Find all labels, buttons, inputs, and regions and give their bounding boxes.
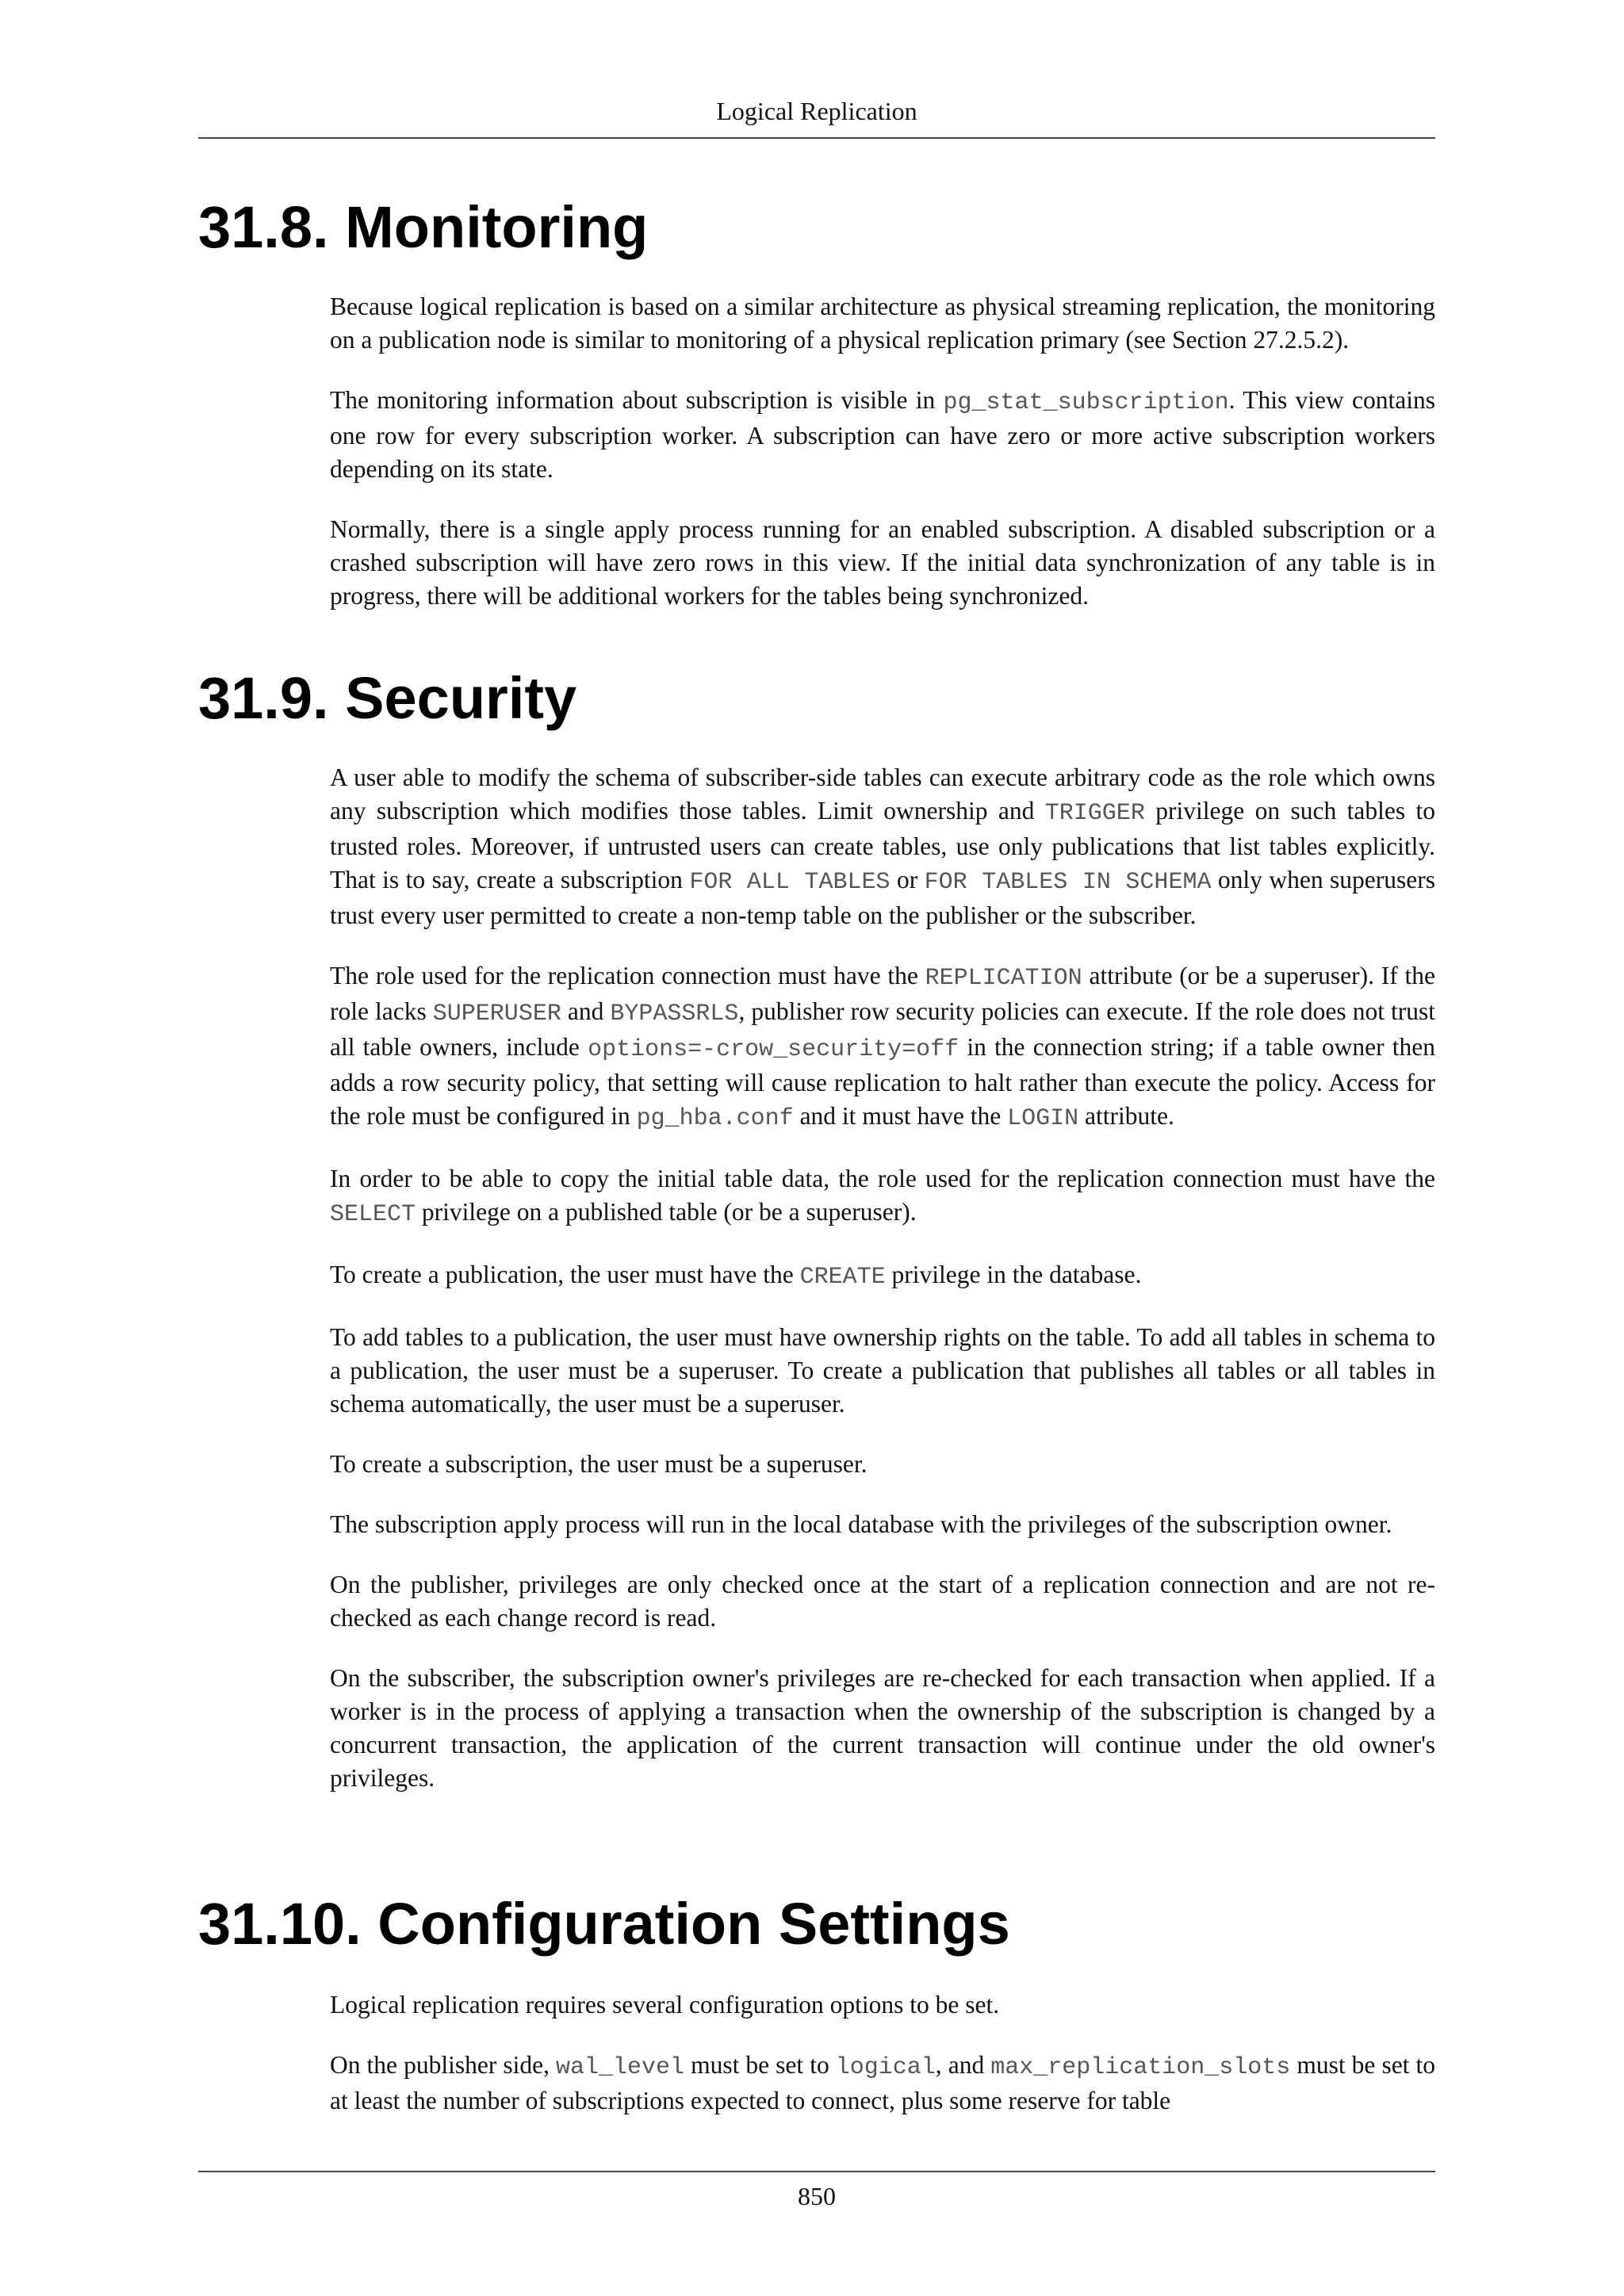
code-literal: options=-crow_security=off: [588, 1036, 959, 1063]
section-heading-monitoring: 31.8. Monitoring: [198, 194, 649, 260]
running-header: Logical Replication: [716, 97, 917, 125]
paragraph: [330, 290, 1435, 357]
code-literal: FOR TABLES IN SCHEMA: [924, 869, 1212, 896]
header-rule: [198, 137, 1435, 139]
paragraph: [330, 384, 1435, 486]
text-run: and: [561, 997, 611, 1025]
text-run: On the publisher, privileges are only checked once at the start of a replication connection and are not re-checked as each change record is read.: [330, 1571, 1435, 1632]
paragraph: [330, 761, 1435, 932]
text-run: The monitoring information about subscription is visible in: [330, 386, 944, 414]
section-body-configuration-settings: [330, 1988, 1435, 2118]
paragraph: [330, 959, 1435, 1135]
text-run: and it must have the: [793, 1102, 1008, 1130]
text-run: Logical replication requires several configuration options to be set.: [330, 1991, 1000, 2019]
text-run: attribute (or be a superuser). If the role lacks: [330, 962, 1435, 1025]
code-literal: TRIGGER: [1044, 800, 1145, 827]
text-run: In order to be able to copy the initial table data, the role used for the replication connection must have the: [330, 1165, 1435, 1192]
paragraph: [330, 1662, 1435, 1795]
text-run: Because logical replication is based on a similar architecture as physical streaming replication, the monitoring on a publication node is similar to monitoring of a physical replication primary (see Section 27.2.5.2).: [330, 293, 1435, 354]
section-body-security: [330, 761, 1435, 1795]
footer-rule: [198, 2171, 1435, 2172]
code-literal: LOGIN: [1007, 1105, 1079, 1132]
code-literal: CREATE: [799, 1264, 886, 1291]
text-run: privilege on a published table (or be a superuser).: [416, 1198, 917, 1226]
section-heading-configuration-settings: 31.10. Configuration Settings: [198, 1891, 1010, 1957]
code-literal: FOR ALL TABLES: [689, 869, 891, 896]
text-run: The subscription apply process will run in the local database with the privileges of the subscription owner.: [330, 1510, 1392, 1538]
text-run: On the publisher side,: [330, 2051, 557, 2079]
code-literal: REPLICATION: [925, 965, 1082, 992]
text-run: Normally, there is a single apply process running for an enabled subscription. A disabled subscription or a crashed subscription will have zero rows in this view. If the initial data synchronization of any table is in progress, there will be additional workers for the tables being synchronized.: [330, 515, 1435, 610]
paragraph: [330, 1321, 1435, 1421]
paragraph: [330, 1258, 1435, 1294]
section-body-monitoring: [330, 290, 1435, 613]
text-run: only when superusers trust every user permitted to create a non-temp table on the publisher or the subscriber.: [330, 866, 1435, 929]
text-run: To add tables to a publication, the user must have ownership rights on the table. To add all tables in schema to a publication, the user must be a superuser. To create a publication that publishes all tables or all tables in schema automatically, the user must be a superuser.: [330, 1323, 1435, 1418]
text-run: To create a publication, the user must have the: [330, 1261, 800, 1288]
code-literal: SUPERUSER: [432, 1001, 561, 1027]
text-run: The role used for the replication connection must have the: [330, 962, 925, 989]
text-run: must be set to: [684, 2051, 836, 2079]
code-literal: wal_level: [556, 2054, 685, 2081]
code-literal: pg_stat_subscription: [943, 389, 1229, 416]
text-run: in the connection string; if a table owner then adds a row security policy, that setting will cause replication to halt rather than execute the policy. Access for the role must be configured in: [330, 1033, 1435, 1130]
text-run: must be set to at least the number of subscriptions expected to connect, plus some reserve for table: [330, 2051, 1435, 2114]
text-run: On the subscriber, the subscription owner's privileges are re-checked for each transaction when applied. If a worker is in the process of applying a transaction when the ownership of the subscription is changed by a concurrent transaction, the application of the current transaction will continue under the old owner's privileges.: [330, 1664, 1435, 1792]
text-run: , and: [935, 2051, 991, 2079]
text-run: . This view contains one row for every subscription worker. A subscription can have zero or more active subscription workers depending on its state.: [330, 386, 1436, 483]
text-run: , publisher row security policies can execute. If the role does not trust all table owners, include: [330, 997, 1435, 1061]
code-literal: SELECT: [330, 1201, 416, 1228]
paragraph: [330, 1448, 1435, 1481]
page-number: 850: [798, 2182, 836, 2210]
text-run: attribute.: [1078, 1102, 1174, 1130]
paragraph: [330, 1162, 1435, 1231]
code-literal: pg_hba.conf: [636, 1105, 794, 1132]
paragraph: [330, 1508, 1435, 1541]
code-literal: max_replication_slots: [990, 2054, 1291, 2081]
section-heading-security: 31.9. Security: [198, 665, 577, 731]
text-run: privilege in the database.: [885, 1261, 1142, 1288]
text-run: or: [890, 866, 925, 894]
paragraph: [330, 513, 1435, 613]
paragraph: [330, 1988, 1435, 2022]
code-literal: logical: [835, 2054, 936, 2081]
paragraph: [330, 1568, 1435, 1635]
paragraph: [330, 2049, 1435, 2118]
text-run: A user able to modify the schema of subscriber-side tables can execute arbitrary code as the role which owns any subscription which modifies those tables. Limit ownership and: [330, 763, 1435, 825]
text-run: To create a subscription, the user must be a superuser.: [330, 1450, 868, 1478]
code-literal: BYPASSRLS: [610, 1001, 739, 1027]
text-run: privilege on such tables to trusted roles. Moreover, if untrusted users can create tables, use only publications that list tables explicitly. That is to say, create a subscription: [330, 797, 1435, 894]
